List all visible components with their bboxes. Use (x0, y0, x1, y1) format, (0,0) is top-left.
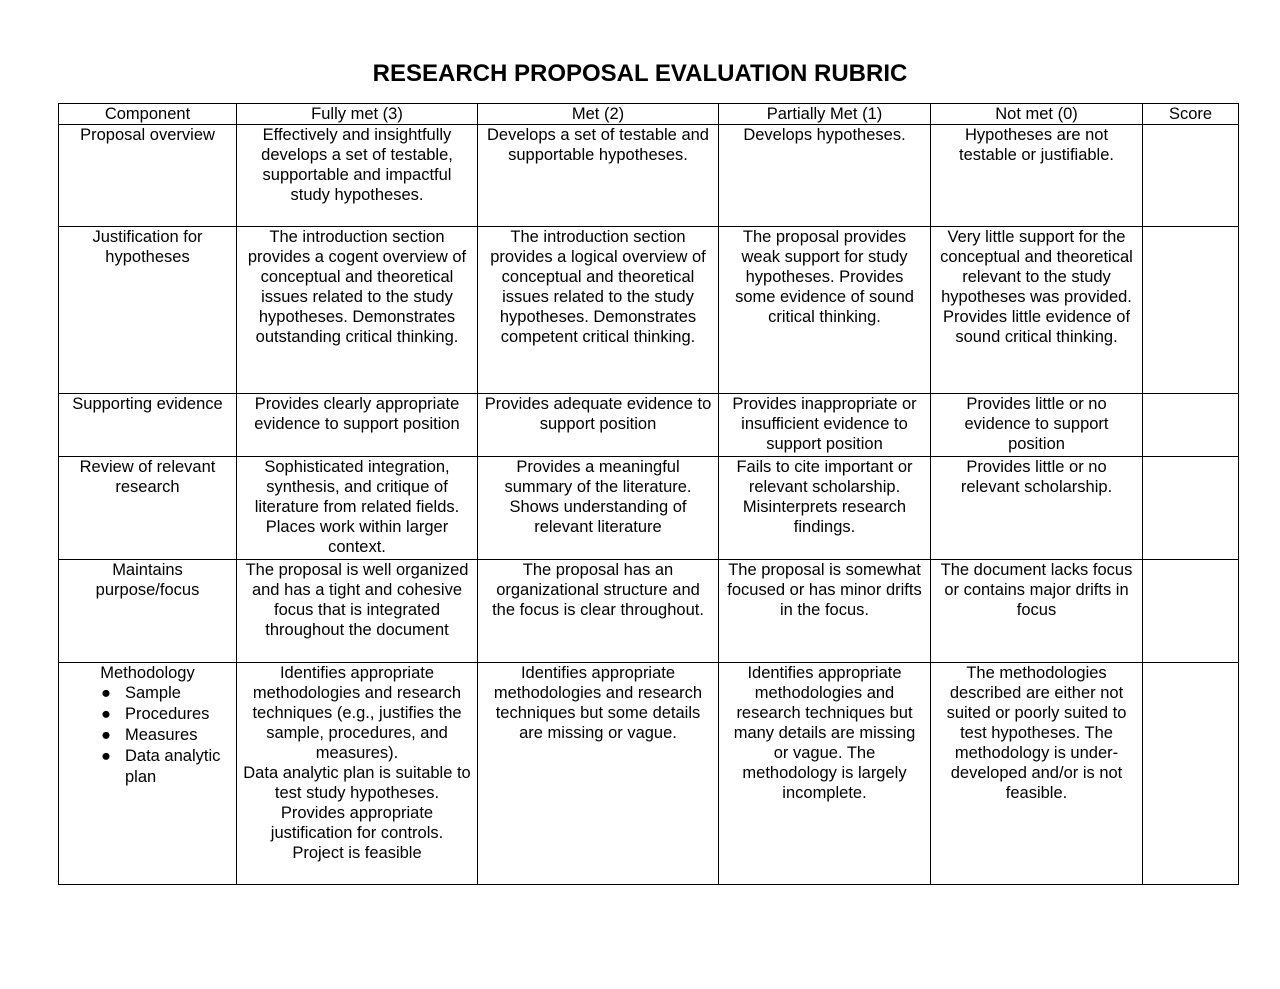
bullet-icon: ● (101, 726, 111, 744)
met-cell: Develops a set of testable and supportable hypotheses. (478, 125, 719, 227)
header-not-met: Not met (0) (931, 104, 1143, 125)
not-met-cell: The methodologies described are either not suited or poorly suited to test hypotheses. The methodology is under-developed and/or is not feasible. (931, 663, 1143, 885)
not-met-cell: Hypotheses are not testable or justifiable. (931, 125, 1143, 227)
header-score: Score (1143, 104, 1239, 125)
rubric-table (58, 103, 1239, 885)
component-cell (59, 663, 237, 885)
partially-met-cell: Identifies appropriate methodologies and research techniques but many details are missing or vague. The methodology is largely incomplete. (719, 663, 931, 885)
score-cell[interactable] (1143, 663, 1239, 885)
component-cell: Proposal overview (59, 125, 237, 227)
table-row (59, 457, 1239, 560)
fully-met-cell: The introduction section provides a cogent overview of conceptual and theoretical issues related to the study hypotheses. Demonstrates outstanding critical thinking. (237, 227, 478, 394)
list-item: ● Procedures (101, 705, 210, 723)
fully-met-cell: The proposal is well organized and has a tight and cohesive focus that is integrated throughout the document (237, 560, 478, 663)
bullet-icon: ● (101, 747, 111, 765)
page-title: RESEARCH PROPOSAL EVALUATION RUBRIC (372, 60, 908, 87)
component-label: Methodology (100, 664, 195, 682)
table-row (59, 394, 1239, 457)
fully-met-extra-text: Data analytic plan is suitable to test study hypotheses. Provides appropriate justification for controls. Project is feasible (243, 764, 471, 862)
fully-met-cell: Sophisticated integration, synthesis, and critique of literature from related fields. Places work within larger context. (237, 457, 478, 560)
partially-met-cell: Provides inappropriate or insufficient evidence to support position (719, 394, 931, 457)
header-fully-met: Fully met (3) (237, 104, 478, 125)
component-cell: Supporting evidence (59, 394, 237, 457)
partially-met-cell: Develops hypotheses. (719, 125, 931, 227)
component-cell: Review of relevant research (59, 457, 237, 560)
header-partially-met: Partially Met (1) (719, 104, 931, 125)
not-met-cell: Very little support for the conceptual and theoretical relevant to the study hypotheses was provided. Provides little evidence of sound critical thinking. (931, 227, 1143, 394)
score-cell[interactable] (1143, 227, 1239, 394)
partially-met-cell: Fails to cite important or relevant scholarship. Misinterprets research findings. (719, 457, 931, 560)
score-cell[interactable] (1143, 394, 1239, 457)
met-cell: The proposal has an organizational structure and the focus is clear throughout. (478, 560, 719, 663)
table-row (59, 125, 1239, 227)
table-row (59, 560, 1239, 663)
fully-met-cell (237, 663, 478, 885)
met-cell: Identifies appropriate methodologies and research techniques but some details are missing or vague. (478, 663, 719, 885)
not-met-cell: Provides little or no relevant scholarship. (931, 457, 1143, 560)
component-cell: Justification for hypotheses (59, 227, 237, 394)
fully-met-cell: Provides clearly appropriate evidence to support position (237, 394, 478, 457)
header-component: Component (59, 104, 237, 125)
not-met-cell: Provides little or no evidence to support position (931, 394, 1143, 457)
score-cell[interactable] (1143, 125, 1239, 227)
list-item: ● Measures (101, 726, 198, 744)
partially-met-cell: The proposal provides weak support for study hypotheses. Provides some evidence of sound critical thinking. (719, 227, 931, 394)
header-row (59, 104, 1239, 125)
partially-met-cell: The proposal is somewhat focused or has minor drifts in the focus. (719, 560, 931, 663)
bullet-icon: ● (101, 705, 111, 723)
list-item: ● Data analytic plan (101, 747, 221, 786)
fully-met-text: Identifies appropriate methodologies and research techniques (e.g., justifies the sample, procedures, and measures). (252, 664, 462, 762)
list-item: ● Sample (101, 684, 181, 702)
bullet-icon: ● (101, 684, 111, 702)
met-cell: Provides adequate evidence to support position (478, 394, 719, 457)
table-row (59, 663, 1239, 885)
met-cell: The introduction section provides a logical overview of conceptual and theoretical issues related to the study hypotheses. Demonstrates competent critical thinking. (478, 227, 719, 394)
methodology-item-list (65, 683, 230, 788)
table-row (59, 227, 1239, 394)
component-cell: Maintains purpose/focus (59, 560, 237, 663)
header-met: Met (2) (478, 104, 719, 125)
score-cell[interactable] (1143, 560, 1239, 663)
met-cell: Provides a meaningful summary of the literature. Shows understanding of relevant literature (478, 457, 719, 560)
score-cell[interactable] (1143, 457, 1239, 560)
not-met-cell: The document lacks focus or contains major drifts in focus (931, 560, 1143, 663)
fully-met-cell: Effectively and insightfully develops a set of testable, supportable and impactful study hypotheses. (237, 125, 478, 227)
